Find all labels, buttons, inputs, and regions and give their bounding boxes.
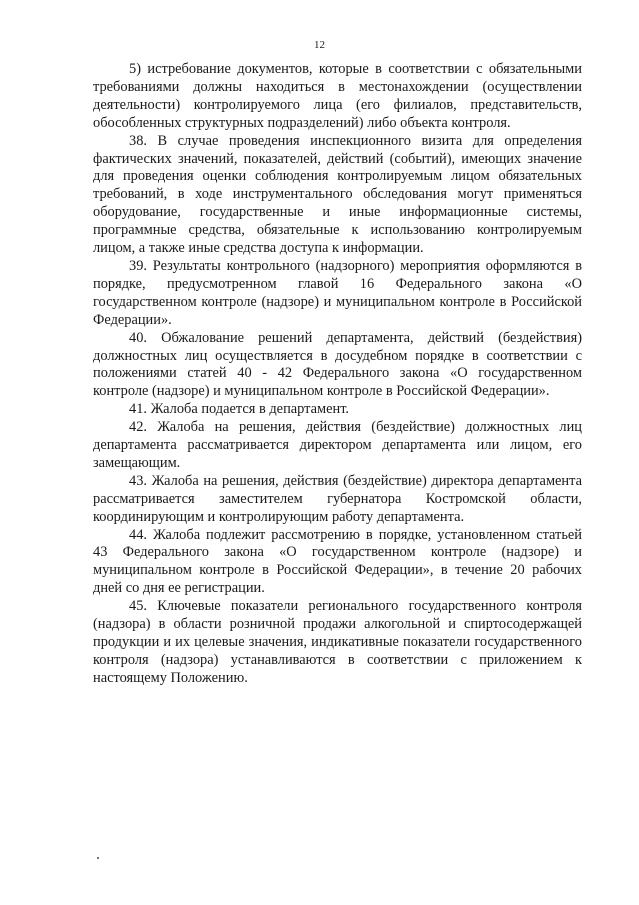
paragraph-item-5: 5) истребование документов, которые в соответствии с обязательными требованиями должны находиться в местонахождении (осуществлении деятельности) контролируемого лица (его филиалов, представительств, обособленных структурных подразделений) либо объекта контроля. xyxy=(93,61,582,131)
paragraph-42: 42. Жалоба на решения, действия (бездействие) должностных лиц департамента рассматривается директором департамента или лицом, его замещающим. xyxy=(93,419,582,471)
paragraph-43: 43. Жалоба на решения, действия (бездействие) директора департамента рассматривается заместителем губернатора Костромской области, координирующим и контролирующим работу департамента. xyxy=(93,472,582,525)
scan-speck xyxy=(97,857,99,859)
paragraph-40: 40. Обжалование решений департамента, действий (бездействия) должностных лиц осуществляется в досудебном порядке в соответствии с положениями статей 40 - 42 Федерального закона «О государственном контроле (надзоре) и муниципальном контроле в Российской Федерации». xyxy=(93,329,582,400)
paragraph-44: 44. Жалоба подлежит рассмотрению в порядке, установленном статьей 43 Федерального закона «О государственном контроле (надзоре) и муниципальном контроле в Российской Федерации», в течение 20 рабочих дней со дня ее регистрации. xyxy=(93,526,582,597)
document-body xyxy=(93,61,582,688)
page-number: 12 xyxy=(314,39,325,51)
paragraph-45: 45. Ключевые показатели регионального государственного контроля (надзора) в области розничной продажи алкогольной и спиртосодержащей продукции и их целевые значения, индикативные показатели государственного контроля (надзора) устанавливаются в соответствии с приложением к настоящему Положению. xyxy=(93,598,582,686)
paragraph-41: 41. Жалоба подается в департамент. xyxy=(129,401,350,418)
paragraph-38: 38. В случае проведения инспекционного визита для определения фактических значений, показателей, действий (событий), имеющих значение для проведения оценки соблюдения контролируемым лицом обязательных требований, в ходе инструментального обследования могут применяться оборудование, государственные и иные информационные системы, программные средства, обязательные к использованию контролируемым лицом, а также иные средства доступа к информации. xyxy=(93,132,582,257)
paragraph-39: 39. Результаты контрольного (надзорного) мероприятия оформляются в порядке, предусмотренном главой 16 Федерального закона «О государственном контроле (надзоре) и муниципальном контроле в Российской Федерации». xyxy=(93,257,582,328)
